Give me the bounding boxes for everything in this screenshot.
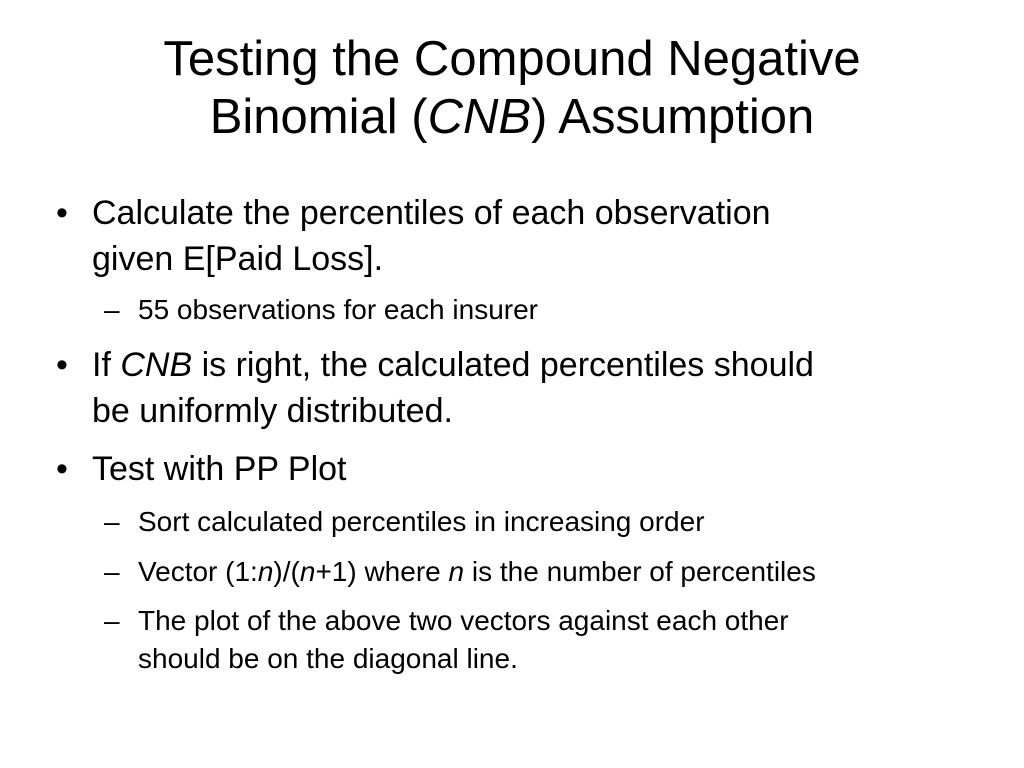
bullet-text: Calculate the percentiles of each observation: [92, 194, 771, 232]
title-text: ) Assumption: [531, 90, 815, 144]
bullet-text: given E[Paid Loss].: [92, 240, 384, 278]
title-italic-cnb: CNB: [427, 90, 532, 144]
italic-n: n: [448, 556, 465, 587]
bullet-text: be uniformly distributed.: [92, 392, 453, 430]
sub-bullet-text: 55 observations for each insurer: [138, 294, 538, 325]
sub-bullet-text: Sort calculated percentiles in increasing order: [138, 506, 705, 537]
dash-marker: –: [104, 605, 120, 636]
bullet-marker: •: [56, 194, 68, 232]
italic-cnb: CNB: [120, 346, 193, 384]
bullet-text: [92, 342, 814, 388]
bullet-text-part: is right, the calculated percentiles should: [192, 346, 814, 384]
bullet-if-cnb-right: [56, 342, 814, 434]
text-part: Vector (1:: [138, 556, 258, 587]
dash-marker: –: [104, 294, 120, 325]
sub-bullet-text: [138, 553, 816, 591]
sub-bullet-text: The plot of the above two vectors against each other: [138, 605, 789, 636]
sub-bullet-plot-diagonal: [104, 602, 789, 678]
bullet-calculate-percentiles: [56, 190, 771, 282]
title-text: Binomial (: [209, 90, 428, 144]
bullet-marker: •: [56, 346, 68, 384]
italic-n: n: [299, 556, 316, 587]
sub-bullet-sort-percentiles: [104, 503, 705, 541]
dash-marker: –: [104, 556, 120, 587]
sub-bullet-text: should be on the diagonal line.: [138, 643, 518, 674]
text-part: is the number of percentiles: [464, 556, 816, 587]
bullet-marker: •: [56, 450, 68, 488]
text-part: +1) where: [315, 556, 449, 587]
italic-n: n: [257, 556, 274, 587]
text-part: )/(: [273, 556, 300, 587]
bullet-test-pp-plot: [56, 446, 347, 492]
bullet-text: Test with PP Plot: [92, 450, 347, 488]
title-line-1: Testing the Compound Negative: [163, 32, 861, 86]
bullet-text-part: If: [92, 346, 121, 384]
dash-marker: –: [104, 506, 120, 537]
sub-bullet-vector: [104, 553, 816, 591]
sub-bullet-55-observations: [104, 291, 538, 329]
